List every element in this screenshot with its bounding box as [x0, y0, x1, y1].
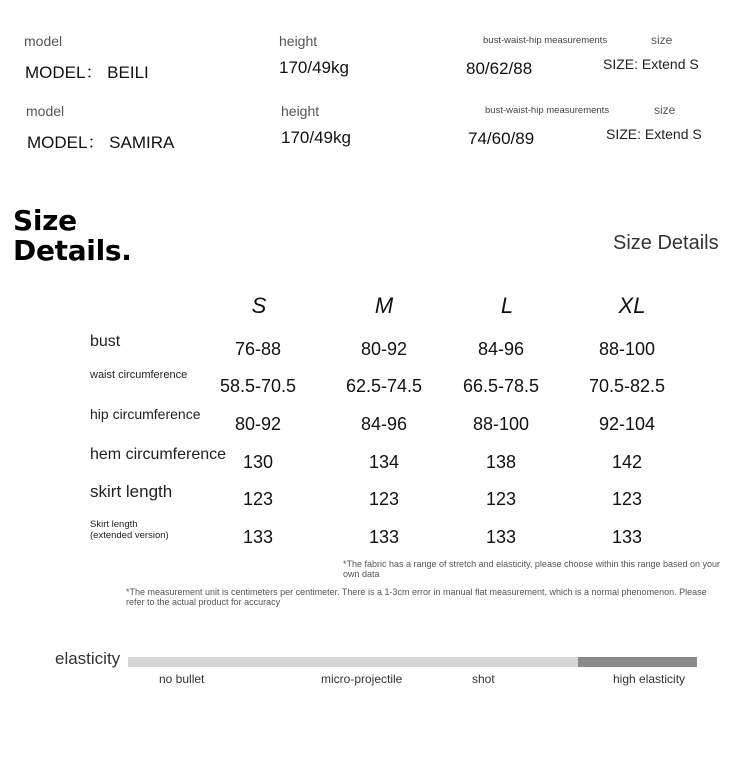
model-name: MODEL： SAMIRA — [27, 133, 175, 152]
row-label-hip: hip circumference — [90, 406, 201, 422]
row-label-waist: waist circumference — [90, 369, 188, 381]
measurement-note: *The measurement unit is centimeters per centimeter. There is a 1-3cm error in manual flat measurement, which is a normal phenomenon. Please refer to the actual product for accuracy — [126, 587, 707, 607]
table-cell: 123 — [485, 489, 517, 509]
table-cell: 84-96 — [477, 339, 525, 359]
table-cell: 88-100 — [472, 414, 530, 434]
level-shot: shot — [472, 672, 495, 686]
size-value: SIZE: Extend S — [603, 56, 699, 72]
row-label-bust: bust — [90, 333, 121, 350]
size-label: size — [654, 103, 676, 117]
elasticity-label: elasticity — [55, 649, 121, 668]
model-label: model — [24, 33, 63, 49]
model-label: model — [26, 103, 65, 119]
level-micro-projectile: micro-projectile — [321, 672, 403, 686]
row-label-hem: hem circumference — [90, 446, 227, 463]
column-header-xl: XL — [618, 293, 646, 318]
elasticity-bar-track — [128, 657, 578, 667]
table-cell: 133 — [242, 527, 274, 547]
size-value: SIZE: Extend S — [606, 126, 702, 142]
measurements-value: 80/62/88 — [466, 59, 533, 78]
title-line-2: Details. — [13, 234, 132, 267]
height-value: 170/49kg — [279, 58, 349, 77]
measurements-label: bust-waist-hip measurements — [485, 105, 610, 116]
level-no-bullet: no bullet — [159, 672, 205, 686]
level-high-elasticity: high elasticity — [613, 672, 686, 686]
size-details-title — [13, 206, 132, 266]
table-cell: 142 — [611, 452, 643, 472]
fabric-note: *The fabric has a range of stretch and elasticity, please choose within this range based on your own data — [343, 559, 721, 579]
model-name: MODEL： BEILI — [25, 63, 149, 82]
size-details-subtitle: Size Details — [613, 232, 719, 254]
title-line-1: Size — [13, 204, 77, 237]
table-cell: 66.5-78.5 — [462, 376, 540, 396]
row-label-skirt-length-extended — [90, 519, 169, 541]
measurements-value: 74/60/89 — [468, 129, 535, 148]
table-cell: 138 — [485, 452, 517, 472]
table-cell: 133 — [368, 527, 400, 547]
row-label-sub: (extended version) — [90, 530, 169, 541]
column-header-m: M — [374, 293, 394, 318]
table-cell: 133 — [485, 527, 517, 547]
table-cell: 58.5-70.5 — [219, 376, 297, 396]
table-cell: 62.5-74.5 — [345, 376, 423, 396]
height-label: height — [279, 33, 318, 49]
table-cell: 70.5-82.5 — [588, 376, 666, 396]
table-cell: 80-92 — [360, 339, 408, 359]
row-label-skirt-length: skirt length — [90, 482, 173, 501]
elasticity-bar-selected — [578, 657, 697, 667]
table-cell: 130 — [242, 452, 274, 472]
table-cell: 84-96 — [360, 414, 408, 434]
table-cell: 76-88 — [234, 339, 282, 359]
table-cell: 133 — [611, 527, 643, 547]
column-header-s: S — [251, 293, 267, 318]
table-cell: 123 — [368, 489, 400, 509]
table-cell: 92-104 — [598, 414, 656, 434]
height-label: height — [281, 103, 320, 119]
measurements-label: bust-waist-hip measurements — [483, 35, 608, 46]
table-cell: 134 — [368, 452, 400, 472]
table-cell: 80-92 — [234, 414, 282, 434]
table-cell: 123 — [242, 489, 274, 509]
row-label-main: Skirt length — [90, 519, 138, 530]
height-value: 170/49kg — [281, 128, 351, 147]
size-label: size — [651, 33, 673, 47]
table-cell: 123 — [611, 489, 643, 509]
table-cell: 88-100 — [598, 339, 656, 359]
column-header-l: L — [500, 293, 514, 318]
